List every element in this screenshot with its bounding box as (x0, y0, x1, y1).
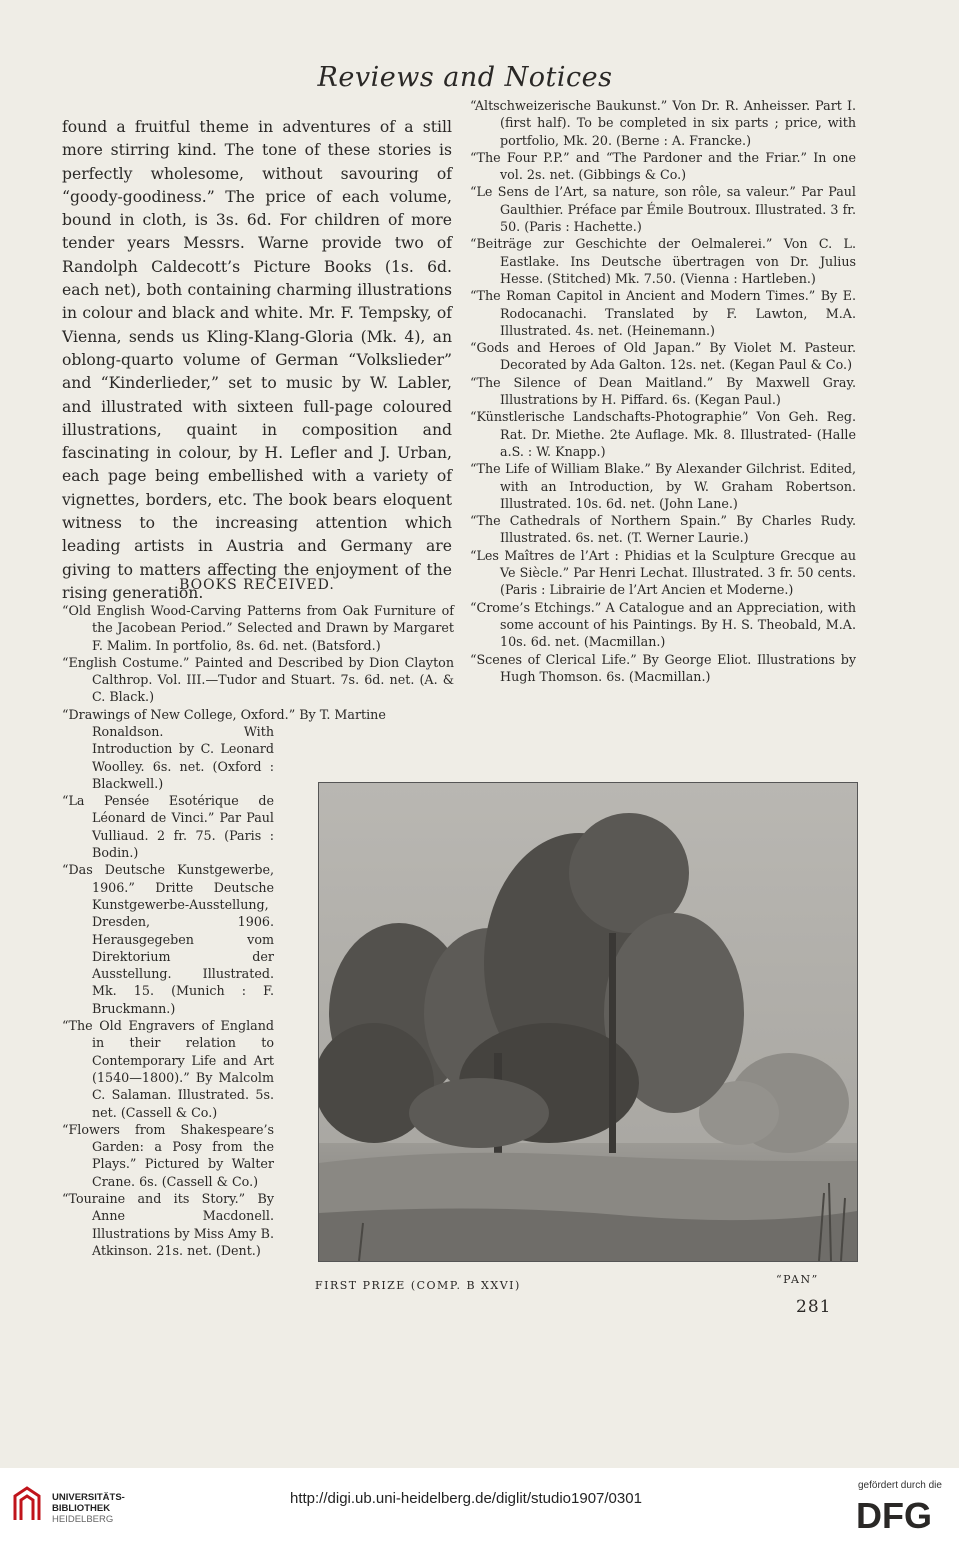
books-list-left-narrow (62, 723, 274, 1259)
funded-by-label: gefördert durch die (858, 1480, 942, 1491)
books-list-right (470, 97, 856, 685)
books-received-heading: BOOKS RECEIVED. (179, 577, 335, 593)
page-number: 281 (796, 1297, 832, 1317)
list-item: “La Pensée Esotérique de Léonard de Vinci.” Par Paul Vulliaud. 2 fr. 75. (Paris : Bodin.) (62, 793, 274, 861)
list-item: “The Cathedrals of Northern Spain.” By Charles Rudy. Illustrated. 6s. net. (T. Werner Laurie.) (470, 513, 856, 546)
page-title: Reviews and Notices (317, 62, 613, 93)
list-item: “Drawings of New College, Oxford.” By T. Martine (62, 706, 386, 722)
list-item: “English Costume.” Painted and Described by Dion Clayton Calthrop. Vol. III.—Tudor and Stuart. 7s. 6d. net. (A. & C. Black.) (62, 654, 454, 705)
list-item: “Beiträge zur Geschichte der Oelmalerei.” Von C. L. Eastlake. Ins Deutsche übertragen von Dr. Julius Hesse. (Stitched) Mk. 7.50. (Vienna : Hartleben.) (470, 236, 856, 286)
landscape-painting-image (319, 783, 857, 1261)
figure-artist: “PAN” (776, 1273, 819, 1286)
list-item: “The Roman Capitol in Ancient and Modern Times.” By E. Rodocanachi. Translated by F. Lawton, M.A. Illustrated. 4s. net. (Heinemann.) (470, 288, 856, 338)
list-item: “Das Deutsche Kunstgewerbe, 1906.” Dritte Deutsche Kunstgewerbe-Ausstellung, Dresden, 1906. Herausgegeben vom Direktorium der Ausstellung. Illustrated. Mk. 15. (Munich : F. Bruckmann.) (62, 862, 274, 1016)
list-item: “Flowers from Shakespeare’s Garden: a Posy from the Plays.” Pictured by Walter Crane. 6s. (Cassell & Co.) (62, 1121, 274, 1189)
review-column (62, 116, 452, 605)
dfg-logo-text: DFG (856, 1496, 932, 1532)
list-item: “Old English Wood-Carving Patterns from Oak Furniture of the Jacobean Period.” Selected and Drawn by Margaret F. Malim. In portfolio, 8s. 6d. net. (Batsford.) (62, 603, 454, 653)
list-item: “The Old Engravers of England in their relation to Contemporary Life and Art (1540—1800).” By Malcolm C. Salaman. Illustrated. 5s. net. (Cassell & Co.) (62, 1018, 274, 1120)
books-list-left-wide (62, 602, 454, 723)
university-name: UNIVERSITÄTS- BIBLIOTHEK HEIDELBERG (52, 1492, 125, 1525)
figure-caption: FIRST PRIZE (COMP. B XXVI) (315, 1279, 521, 1292)
university-logo-icon (12, 1486, 42, 1522)
list-item: “Gods and Heroes of Old Japan.” By Violet M. Pasteur. Decorated by Ada Galton. 12s. net. (Kegan Paul & Co.) (470, 340, 856, 373)
list-item: “Touraine and its Story.” By Anne Macdonell. Illustrations by Miss Amy B. Atkinson. 21s. net. (Dent.) (62, 1191, 274, 1258)
footer (0, 1468, 959, 1544)
list-item: “The Four P.P.” and “The Pardoner and the Friar.” In one vol. 2s. net. (Gibbings & Co.) (470, 149, 856, 183)
list-item: “Crome’s Etchings.” A Catalogue and an Appreciation, with some account of his Paintings. By H. S. Theobald, M.A. 10s. 6d. net. (Macmillan.) (470, 599, 856, 650)
list-item: Ronaldson. With Introduction by C. Leonard Woolley. 6s. net. (Oxford : Blackwell.) (92, 724, 274, 791)
list-item: “Les Maîtres de l’Art : Phidias et la Sculpture Grecque au Ve Siècle.” Par Henri Lechat. Illustrated. 3 fr. 50 cents. (Paris : Librairie de l’Art Ancien et Moderne.) (470, 547, 856, 598)
list-item: “The Life of William Blake.” By Alexander Gilchrist. Edited, with an Introduction, by W. Graham Robertson. Illustrated. 10s. 6d. net. (John Lane.) (470, 461, 856, 511)
list-item: “The Silence of Dean Maitland.” By Maxwell Gray. Illustrations by H. Piffard. 6s. (Kegan Paul.) (470, 374, 856, 408)
review-paragraph: found a fruitful theme in adventures of a still more stirring kind. The tone of these stories is perfectly wholesome, without savouring of “goody-goodiness.” The price of each volume, bound in cloth, is 3s. 6d. For children of more tender years Messrs. Warne provide two of Randolph Caldecott’s Picture Books (1s. 6d. each net), both containing charming illustrations in colour and black and white. Mr. F. Tempsky, of Vienna, sends us Kling-Klang-Gloria (Mk. 4), an oblong-quarto volume of German “Volkslieder” and “Kinderlieder,” set to music by W. Labler, and illustrated with sixteen full-page coloured illustrations, quaint in composition and fascinating in colour, by H. Lefler and J. Urban, each page being embellished with a variety of vignettes, borders, etc. The book bears eloquent witness to the increasing attention which leading artists in Austria and Germany are giving to matters affecting the enjoyment of the rising generation. (62, 118, 452, 602)
source-url-link[interactable]: http://digi.ub.uni-heidelberg.de/diglit/studio1907/0301 (290, 1490, 642, 1507)
list-item: “Le Sens de l’Art, sa nature, son rôle, sa valeur.” Par Paul Gaulthier. Préface par Émile Boutroux. Illustrated. 3 fr. 50. (Paris : Hachette.) (470, 184, 856, 235)
dfg-logo-icon (856, 1496, 946, 1532)
list-item: “Altschweizerische Baukunst.” Von Dr. R. Anheisser. Part I. (first half). To be completed in six parts ; price, with portfolio, Mk. 20. (Berne : A. Francke.) (470, 98, 856, 148)
list-item: “Scenes of Clerical Life.” By George Eliot. Illustrations by Hugh Thomson. 6s. (Macmillan.) (470, 651, 856, 684)
list-item: “Künstlerische Landschafts-Photographie” Von Geh. Reg. Rat. Dr. Miethe. 2te Auflage. Mk. 8. Illustrated- (Halle a.S. : W. Knapp.) (470, 409, 856, 459)
landscape-painting (318, 782, 858, 1262)
